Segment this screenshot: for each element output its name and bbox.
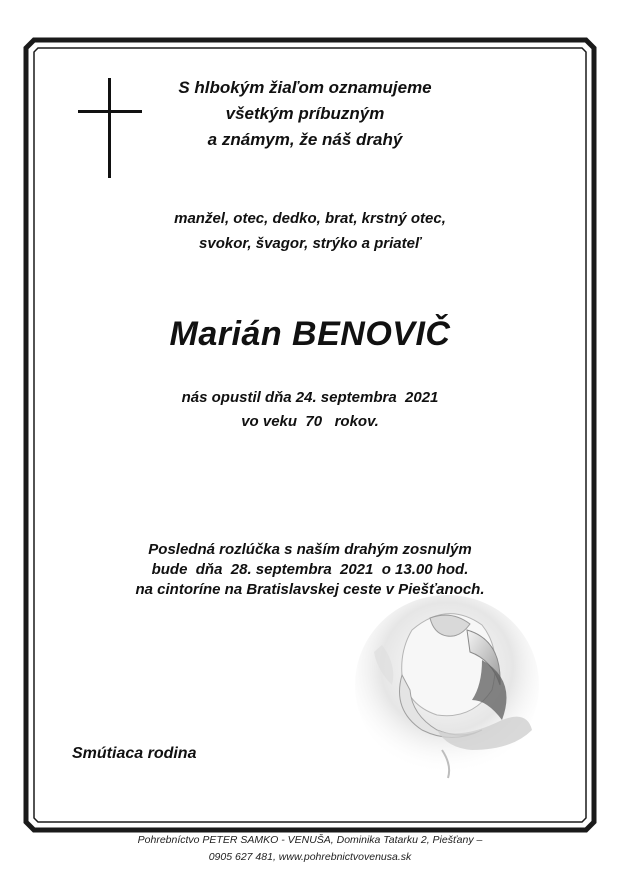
roles-line: manžel, otec, dedko, brat, krstný otec, [174,210,446,227]
intro-line: všetkým príbuzným [225,104,385,123]
footer-line-contact: 0905 627 481, www.pohrebnictvovenusa.sk [208,851,412,863]
intro-line: S hlbokým žiaľom oznamujeme [178,78,432,97]
footer-line-address: Pohrebníctvo PETER SAMKO - VENUŠA, Dominika Tatarku 2, Piešťany – [137,834,483,846]
funeral-line: na cintoríne na Bratislavskej ceste v Piešťanoch. [135,581,485,598]
passing-line: vo veku 70 rokov. [241,413,379,430]
rose-image [352,590,542,780]
passing-info [40,386,580,434]
passing-line: nás opustil dňa 24. septembra 2021 [181,389,439,406]
intro-text [110,75,500,153]
roles-line: svokor, švagor, strýko a priateľ [199,235,421,252]
signature: Smútiaca rodina [72,745,197,762]
footer [40,832,580,866]
intro-line: a známym, že náš drahý [207,130,403,149]
funeral-line: bude dňa 28. septembra 2021 o 13.00 hod. [151,561,469,578]
funeral-line: Posledná rozlúčka s naším drahým zosnulým [148,541,472,558]
deceased-name: Marián BENOVIČ [169,315,451,353]
roles-text [40,206,580,256]
